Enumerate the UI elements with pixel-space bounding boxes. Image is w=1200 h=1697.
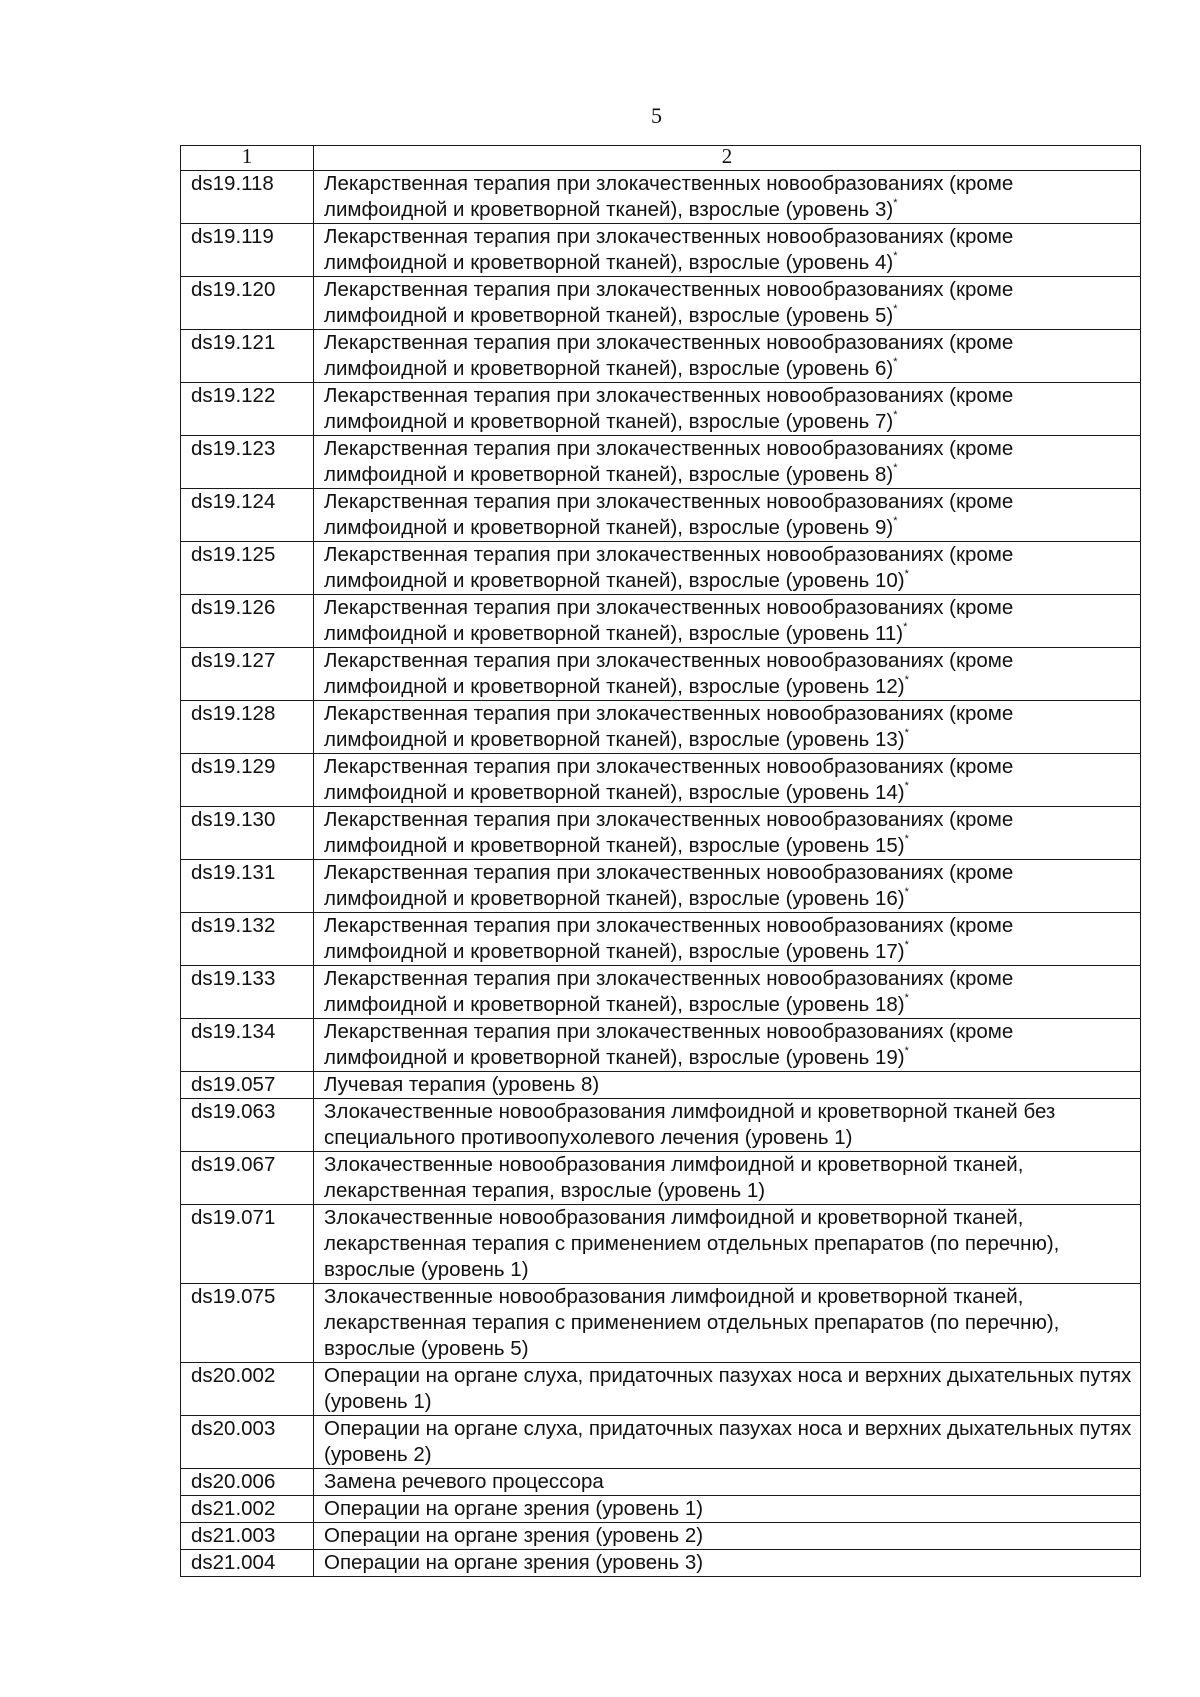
row-code: ds19.118 bbox=[181, 171, 314, 224]
row-description bbox=[314, 1205, 1141, 1284]
row-code: ds19.131 bbox=[181, 860, 314, 913]
row-description-text: Лекарственная терапия при злокачественных новообразованиях (кроме лимфоидной и кроветворной тканей), взрослые (уровень 12) bbox=[324, 649, 1014, 698]
row-description-text: Лекарственная терапия при злокачественных новообразованиях (кроме лимфоидной и кроветворной тканей), взрослые (уровень 9) bbox=[324, 490, 1014, 539]
table-row bbox=[181, 1284, 1141, 1363]
row-code: ds19.127 bbox=[181, 648, 314, 701]
table-row bbox=[181, 224, 1141, 277]
footnote-mark: * bbox=[904, 727, 909, 739]
row-code: ds19.134 bbox=[181, 1019, 314, 1072]
table-row bbox=[181, 913, 1141, 966]
table-row bbox=[181, 1363, 1141, 1416]
table-row bbox=[181, 701, 1141, 754]
table-body bbox=[181, 171, 1141, 1577]
row-description-text: Операции на органе зрения (уровень 2) bbox=[324, 1524, 704, 1547]
row-code: ds20.003 bbox=[181, 1416, 314, 1469]
row-description bbox=[314, 701, 1141, 754]
table-row bbox=[181, 1205, 1141, 1284]
footnote-mark: * bbox=[893, 462, 898, 474]
table-row bbox=[181, 860, 1141, 913]
table-row bbox=[181, 1496, 1141, 1523]
footnote-mark: * bbox=[904, 992, 909, 1004]
row-description bbox=[314, 330, 1141, 383]
row-description-text: Лекарственная терапия при злокачественных новообразованиях (кроме лимфоидной и кроветворной тканей), взрослые (уровень 11) bbox=[324, 596, 1014, 645]
row-code: ds19.119 bbox=[181, 224, 314, 277]
row-code: ds20.002 bbox=[181, 1363, 314, 1416]
row-description bbox=[314, 1523, 1141, 1550]
row-description-text: Злокачественные новообразования лимфоидной и кроветворной тканей, лекарственная терапия, взрослые (уровень 1) bbox=[324, 1153, 1024, 1202]
row-description bbox=[314, 860, 1141, 913]
row-description-text: Лекарственная терапия при злокачественных новообразованиях (кроме лимфоидной и кроветворной тканей), взрослые (уровень 10) bbox=[324, 543, 1014, 592]
row-description-text: Лекарственная терапия при злокачественных новообразованиях (кроме лимфоидной и кроветворной тканей), взрослые (уровень 17) bbox=[324, 914, 1014, 963]
row-code: ds19.071 bbox=[181, 1205, 314, 1284]
table-row bbox=[181, 966, 1141, 1019]
footnote-mark: * bbox=[893, 303, 898, 315]
row-code: ds19.132 bbox=[181, 913, 314, 966]
row-code: ds19.125 bbox=[181, 542, 314, 595]
footnote-mark: * bbox=[903, 621, 908, 633]
row-description-text: Операции на органе зрения (уровень 3) bbox=[324, 1551, 704, 1574]
row-description bbox=[314, 966, 1141, 1019]
table-row bbox=[181, 436, 1141, 489]
page-number: 5 bbox=[651, 103, 662, 128]
footnote-mark: * bbox=[904, 833, 909, 845]
row-description bbox=[314, 542, 1141, 595]
row-description-text: Замена речевого процессора bbox=[324, 1470, 604, 1493]
row-description bbox=[314, 1469, 1141, 1496]
row-description bbox=[314, 807, 1141, 860]
row-description-text: Злокачественные новообразования лимфоидной и кроветворной тканей, лекарственная терапия с применением отдельных препаратов (по перечню), взрослые (уровень 1) bbox=[324, 1206, 1060, 1281]
row-description-text: Лекарственная терапия при злокачественных новообразованиях (кроме лимфоидной и кроветворной тканей), взрослые (уровень 3) bbox=[324, 172, 1014, 221]
row-description bbox=[314, 913, 1141, 966]
row-code: ds20.006 bbox=[181, 1469, 314, 1496]
table-row bbox=[181, 595, 1141, 648]
footnote-mark: * bbox=[893, 409, 898, 421]
table-row bbox=[181, 648, 1141, 701]
row-description bbox=[314, 224, 1141, 277]
row-code: ds19.129 bbox=[181, 754, 314, 807]
footnote-mark: * bbox=[904, 886, 909, 898]
table-row bbox=[181, 1152, 1141, 1205]
table-row bbox=[181, 489, 1141, 542]
row-description-text: Злокачественные новообразования лимфоидной и кроветворной тканей без специального противоопухолевого лечения (уровень 1) bbox=[324, 1100, 1056, 1149]
row-code: ds19.120 bbox=[181, 277, 314, 330]
table-row bbox=[181, 1416, 1141, 1469]
table-header-row bbox=[181, 146, 1141, 171]
row-description bbox=[314, 383, 1141, 436]
row-description-text: Операции на органе слуха, придаточных пазухах носа и верхних дыхательных путях (уровень 2) bbox=[324, 1417, 1132, 1466]
row-description bbox=[314, 1019, 1141, 1072]
row-code: ds19.057 bbox=[181, 1072, 314, 1099]
row-code: ds19.128 bbox=[181, 701, 314, 754]
table-row bbox=[181, 1099, 1141, 1152]
row-description-text: Операции на органе слуха, придаточных пазухах носа и верхних дыхательных путях (уровень 1) bbox=[324, 1364, 1132, 1413]
row-description-text: Операции на органе зрения (уровень 1) bbox=[324, 1497, 704, 1520]
row-description bbox=[314, 436, 1141, 489]
row-description-text: Лекарственная терапия при злокачественных новообразованиях (кроме лимфоидной и кроветворной тканей), взрослые (уровень 16) bbox=[324, 861, 1014, 910]
tariff-table-wrapper bbox=[180, 145, 1140, 1577]
row-description-text: Злокачественные новообразования лимфоидной и кроветворной тканей, лекарственная терапия с применением отдельных препаратов (по перечню), взрослые (уровень 5) bbox=[324, 1285, 1060, 1360]
table-row bbox=[181, 330, 1141, 383]
row-description bbox=[314, 1072, 1141, 1099]
row-code: ds19.124 bbox=[181, 489, 314, 542]
table-row bbox=[181, 1469, 1141, 1496]
row-description-text: Лекарственная терапия при злокачественных новообразованиях (кроме лимфоидной и кроветворной тканей), взрослые (уровень 4) bbox=[324, 225, 1014, 274]
table-row bbox=[181, 754, 1141, 807]
row-description-text: Лекарственная терапия при злокачественных новообразованиях (кроме лимфоидной и кроветворной тканей), взрослые (уровень 18) bbox=[324, 967, 1014, 1016]
row-description bbox=[314, 595, 1141, 648]
row-description-text: Лекарственная терапия при злокачественных новообразованиях (кроме лимфоидной и кроветворной тканей), взрослые (уровень 5) bbox=[324, 278, 1014, 327]
table-row bbox=[181, 1072, 1141, 1099]
row-code: ds19.075 bbox=[181, 1284, 314, 1363]
footnote-mark: * bbox=[893, 515, 898, 527]
row-description bbox=[314, 1496, 1141, 1523]
footnote-mark: * bbox=[904, 568, 909, 580]
row-description bbox=[314, 1152, 1141, 1205]
row-description bbox=[314, 1099, 1141, 1152]
table-row bbox=[181, 1550, 1141, 1577]
row-description bbox=[314, 1284, 1141, 1363]
row-code: ds21.004 bbox=[181, 1550, 314, 1577]
table-row bbox=[181, 1019, 1141, 1072]
table-row bbox=[181, 277, 1141, 330]
table-row bbox=[181, 807, 1141, 860]
table-row bbox=[181, 1523, 1141, 1550]
column-header-2: 2 bbox=[314, 146, 1141, 171]
table-row bbox=[181, 542, 1141, 595]
table-row bbox=[181, 383, 1141, 436]
tariff-table bbox=[180, 145, 1141, 1577]
row-code: ds19.121 bbox=[181, 330, 314, 383]
row-description-text: Лучевая терапия (уровень 8) bbox=[324, 1073, 600, 1096]
footnote-mark: * bbox=[904, 674, 909, 686]
row-description bbox=[314, 1550, 1141, 1577]
row-description-text: Лекарственная терапия при злокачественных новообразованиях (кроме лимфоидной и кроветворной тканей), взрослые (уровень 14) bbox=[324, 755, 1014, 804]
row-description bbox=[314, 648, 1141, 701]
row-code: ds19.126 bbox=[181, 595, 314, 648]
footnote-mark: * bbox=[893, 250, 898, 262]
footnote-mark: * bbox=[904, 780, 909, 792]
row-description-text: Лекарственная терапия при злокачественных новообразованиях (кроме лимфоидной и кроветворной тканей), взрослые (уровень 19) bbox=[324, 1020, 1014, 1069]
row-description bbox=[314, 1416, 1141, 1469]
row-description-text: Лекарственная терапия при злокачественных новообразованиях (кроме лимфоидной и кроветворной тканей), взрослые (уровень 7) bbox=[324, 384, 1014, 433]
row-code: ds19.067 bbox=[181, 1152, 314, 1205]
row-description-text: Лекарственная терапия при злокачественных новообразованиях (кроме лимфоидной и кроветворной тканей), взрослые (уровень 8) bbox=[324, 437, 1014, 486]
footnote-mark: * bbox=[904, 939, 909, 951]
row-code: ds19.123 bbox=[181, 436, 314, 489]
row-description-text: Лекарственная терапия при злокачественных новообразованиях (кроме лимфоидной и кроветворной тканей), взрослые (уровень 13) bbox=[324, 702, 1014, 751]
row-code: ds21.003 bbox=[181, 1523, 314, 1550]
row-description bbox=[314, 171, 1141, 224]
row-description bbox=[314, 754, 1141, 807]
footnote-mark: * bbox=[893, 197, 898, 209]
row-description-text: Лекарственная терапия при злокачественных новообразованиях (кроме лимфоидной и кроветворной тканей), взрослые (уровень 15) bbox=[324, 808, 1014, 857]
row-description bbox=[314, 489, 1141, 542]
row-description bbox=[314, 277, 1141, 330]
row-code: ds19.063 bbox=[181, 1099, 314, 1152]
row-code: ds19.133 bbox=[181, 966, 314, 1019]
row-description-text: Лекарственная терапия при злокачественных новообразованиях (кроме лимфоидной и кроветворной тканей), взрослые (уровень 6) bbox=[324, 331, 1014, 380]
row-code: ds19.130 bbox=[181, 807, 314, 860]
column-header-1: 1 bbox=[181, 146, 314, 171]
footnote-mark: * bbox=[904, 1045, 909, 1057]
row-code: ds21.002 bbox=[181, 1496, 314, 1523]
row-description bbox=[314, 1363, 1141, 1416]
row-code: ds19.122 bbox=[181, 383, 314, 436]
table-row bbox=[181, 171, 1141, 224]
footnote-mark: * bbox=[893, 356, 898, 368]
